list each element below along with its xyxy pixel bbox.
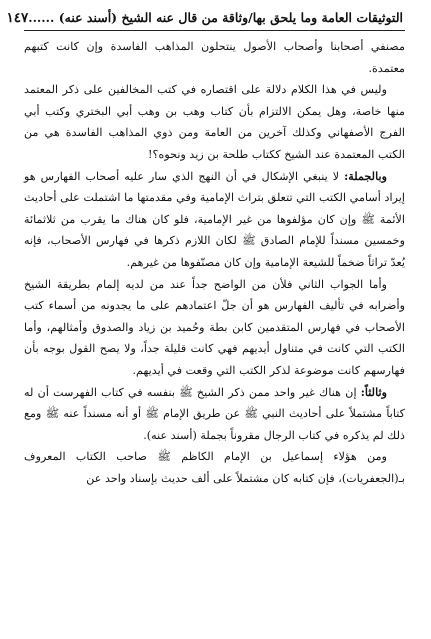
paragraph-text: وليس في هذا الكلام دلالة على اقتصاره في كتب المخالفين على ذكر المعتمد منها خاصة، وهل يمكن الالتزام بأن كتاب وهب بن وهب أبي البختري وكتب أبي الفرج الأصفهاني وكذلك آخرين من العامة ومن ذوي المذاهب الفاسدة هي من الكتب المعتمدة عند الشيخ ككتاب طلحة بن زيد ونحوه؟! [24, 83, 405, 161]
page-number: ١٤٧ [6, 10, 29, 26]
paragraph [24, 382, 405, 447]
paragraph [24, 166, 405, 274]
paragraph [24, 79, 405, 165]
paragraph-lead: وثالثاً: [360, 384, 387, 399]
header-title [28, 10, 403, 25]
body-text [24, 36, 405, 489]
paragraph-text: ومن هؤلاء إسماعيل بن الإمام الكاظم ﷺ صاحب الكتاب المعروف بـ(الجعفريات)، فإن كتابه كان مشتملاً على ألف حديث بإسناد واحد عن [24, 450, 405, 485]
paragraph-text: لا ينبغي الإشكال في أن النهج الذي سار عليه أصحاب الفهارس هو إيراد أسامي الكتب التي تتعلق بتراث الإمامية وفي مقدمتها ما اشتملت على أحاديث الأئمة ﷺ وإن كان مؤلفوها من غير الإمامية، فلو كان هناك ما يقرب من ثلاثمائة وخمسين مسنداً للإمام الصادق ﷺ لكان اللازم ذكرها في فهارس الأصحاب، فإنه يُعدّ تراثاً ضخماً للشيعة الإمامية وإن كان مصنّفوها من غيرهم. [24, 169, 405, 269]
paragraph [24, 274, 405, 382]
paragraph [24, 36, 405, 79]
paragraph-text: وأما الجواب الثاني فلأن من الواضح جداً عند من لديه إلمام بطريقة الشيخ وأضرابه في تأليف الفهارس هو أن جلّ اعتمادهم على ما يجدونه من أسماء كتب الأصحاب في فهارس المتقدمين كابن بطة وحُميد بن زياد والصدوق وأمثالهم، وأما الكتب التي كانت في متناول أيديهم فهي كانت قليلة جداً، ولا يصح القول بوجه بأن فهارسهم كانت موضوعة لذكر الكتب التي وقعت في أيديهم. [24, 277, 405, 377]
running-header [6, 10, 405, 31]
paragraph-lead: وبالجملة: [344, 168, 387, 183]
header-dots: ...... [28, 10, 55, 25]
paragraph [24, 446, 405, 489]
paragraph-text: إن هناك غير واحد ممن ذكر الشيخ ﷺ بنفسه في كتاب الفهرست أن له كتاباً مشتملاً على أحاديث النبي ﷺ عن طريق الإمام ﷺ أو أنه مسنداً عنه ﷺ ومع ذلك لم يذكره في كتاب الرجال مقروناً بجملة (أسند عنه). [24, 385, 405, 442]
paragraph-text: مصنفي أصحابنا وأصحاب الأصول ينتحلون المذاهب الفاسدة وإن كانت كتبهم معتمدة. [24, 40, 405, 75]
header-title-text: التوثيقات العامة وما يلحق بها/وثاقة من قال عنه الشيخ (أسند عنه) [58, 10, 403, 25]
